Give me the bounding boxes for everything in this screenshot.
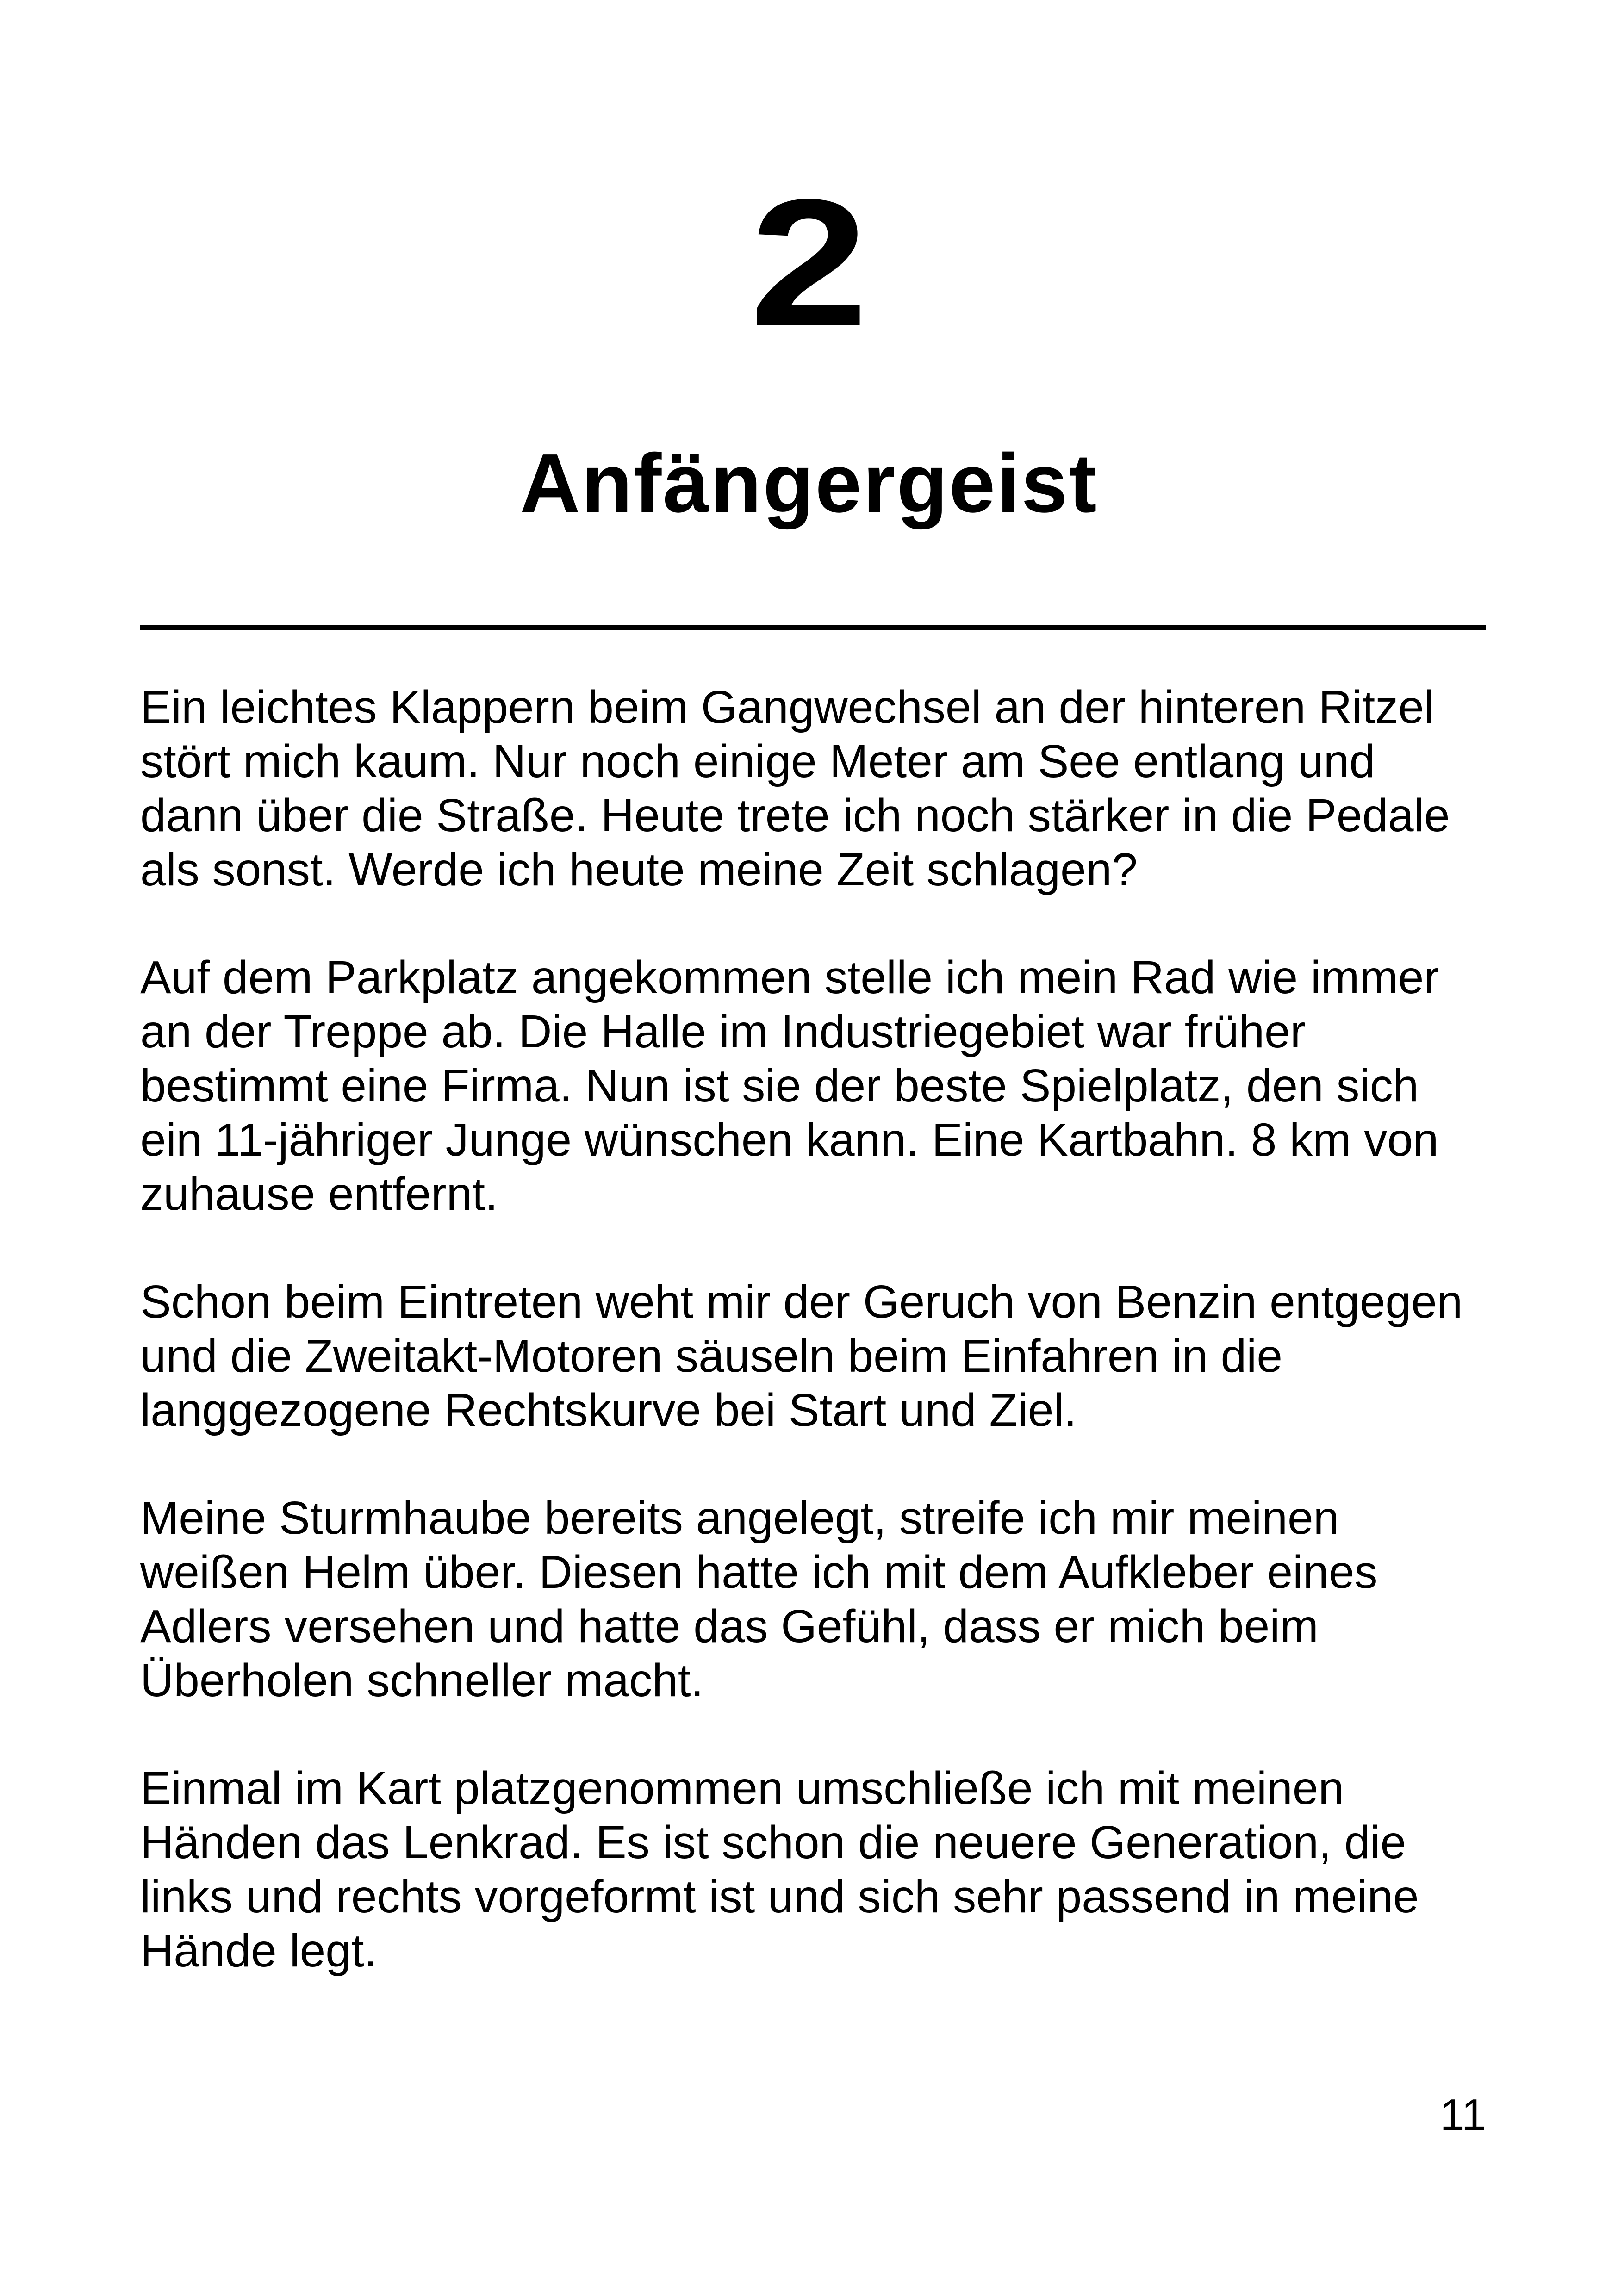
text-line: stört mich kaum. Nur noch einige Meter am See entlang und (140, 735, 1375, 787)
text-line: Meine Sturmhaube bereits angelegt, streife ich mir meinen (140, 1492, 1339, 1544)
text-line: links und rechts vorgeformt ist und sich sehr passend in meine (140, 1871, 1419, 1923)
paragraph-4 (140, 1491, 1492, 1708)
text-line: Hände legt. (140, 1925, 377, 1977)
text-line: langgezogene Rechtskurve bei Start und Ziel. (140, 1384, 1077, 1436)
paragraph-1 (140, 680, 1492, 897)
text-line: bestimmt eine Firma. Nun ist sie der beste Spielplatz, den sich (140, 1060, 1419, 1112)
text-line: an der Treppe ab. Die Halle im Industriegebiet war früher (140, 1006, 1306, 1058)
text-line: weißen Helm über. Diesen hatte ich mit dem Aufkleber eines (140, 1546, 1378, 1598)
text-line: ein 11-jähriger Junge wünschen kann. Eine Kartbahn. 8 km von (140, 1114, 1439, 1166)
chapter-number: 2 (750, 162, 868, 363)
text-line: dann über die Straße. Heute trete ich noch stärker in die Pedale (140, 790, 1450, 841)
chapter-title: Anfängergeist (520, 437, 1098, 530)
chapter-body (140, 680, 1492, 2032)
text-line: Ein leichtes Klappern beim Gangwechsel an der hinteren Ritzel (140, 681, 1434, 733)
text-line: zuhause entfernt. (140, 1168, 498, 1220)
text-line: Auf dem Parkplatz angekommen stelle ich mein Rad wie immer (140, 952, 1439, 1003)
text-line: Händen das Lenkrad. Es ist schon die neuere Generation, die (140, 1817, 1406, 1868)
text-line: Adlers versehen und hatte das Gefühl, dass er mich beim (140, 1600, 1319, 1652)
paragraph-3 (140, 1275, 1492, 1437)
paragraph-5 (140, 1761, 1492, 1978)
text-line: als sonst. Werde ich heute meine Zeit schlagen? (140, 844, 1138, 896)
text-line: Schon beim Eintreten weht mir der Geruch von Benzin entgegen (140, 1276, 1463, 1328)
text-line: Einmal im Kart platzgenommen umschließe ich mit meinen (140, 1762, 1344, 1814)
paragraph-2 (140, 951, 1492, 1221)
title-divider (140, 625, 1486, 630)
text-line: Überholen schneller macht. (140, 1655, 704, 1706)
text-line: und die Zweitakt-Motoren säuseln beim Einfahren in die (140, 1330, 1283, 1382)
page-number: 11 (1440, 2090, 1486, 2140)
